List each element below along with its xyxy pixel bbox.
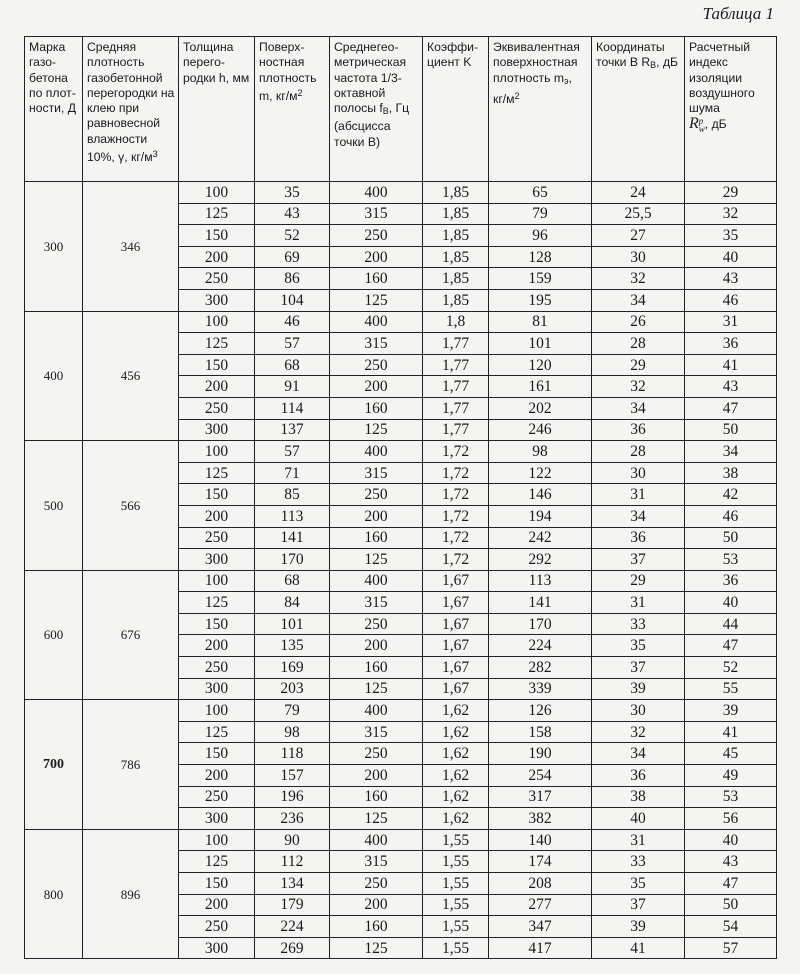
mark-cell: 500 <box>25 441 83 571</box>
surface-density-cell: 169 <box>255 657 330 679</box>
point-b-cell: 36 <box>592 527 685 549</box>
coefficient-cell: 1,72 <box>423 441 489 463</box>
equiv-density-cell: 339 <box>489 678 592 700</box>
table-row <box>25 700 777 722</box>
frequency-cell: 125 <box>330 419 423 441</box>
rw-index-cell: 53 <box>685 549 777 571</box>
coefficient-cell: 1,67 <box>423 570 489 592</box>
surface-density-cell: 85 <box>255 484 330 506</box>
thickness-cell: 300 <box>179 549 255 571</box>
mark-cell: 700 <box>25 700 83 830</box>
coefficient-cell: 1,85 <box>423 268 489 290</box>
rw-index-cell: 50 <box>685 894 777 916</box>
table-caption: Таблица 1 <box>702 4 774 23</box>
frequency-cell: 250 <box>330 743 423 765</box>
table-body <box>25 182 777 959</box>
rw-index-cell: 32 <box>685 203 777 225</box>
frequency-cell: 315 <box>330 592 423 614</box>
equiv-density-cell: 120 <box>489 354 592 376</box>
avg-density-cell: 566 <box>83 441 179 571</box>
rw-index-cell: 41 <box>685 721 777 743</box>
thickness-cell: 250 <box>179 916 255 938</box>
thickness-cell: 100 <box>179 311 255 333</box>
table-row <box>25 441 777 463</box>
data-table <box>24 36 777 959</box>
point-b-cell: 33 <box>592 613 685 635</box>
equiv-density-cell: 113 <box>489 570 592 592</box>
rw-index-cell: 43 <box>685 268 777 290</box>
frequency-cell: 160 <box>330 657 423 679</box>
thickness-cell: 150 <box>179 225 255 247</box>
header-avg-density: Средняя плотность газобетонной перегородки на клею при равновесной влажности 10%, γ, $кг/м^3$ <box>83 37 179 182</box>
surface-density-cell: 141 <box>255 527 330 549</box>
table-row <box>25 311 777 333</box>
point-b-cell: 32 <box>592 721 685 743</box>
surface-density-cell: 137 <box>255 419 330 441</box>
rw-index-cell: 38 <box>685 462 777 484</box>
thickness-cell: 125 <box>179 203 255 225</box>
frequency-cell: 250 <box>330 225 423 247</box>
equiv-density-cell: 382 <box>489 808 592 830</box>
equiv-density-cell: 128 <box>489 246 592 268</box>
frequency-cell: 200 <box>330 246 423 268</box>
point-b-cell: 38 <box>592 786 685 808</box>
surface-density-cell: 224 <box>255 916 330 938</box>
coefficient-cell: 1,85 <box>423 182 489 204</box>
equiv-density-cell: 65 <box>489 182 592 204</box>
point-b-cell: 37 <box>592 549 685 571</box>
frequency-cell: 315 <box>330 851 423 873</box>
frequency-cell: 315 <box>330 203 423 225</box>
coefficient-cell: 1,72 <box>423 527 489 549</box>
thickness-cell: 300 <box>179 419 255 441</box>
header-frequency: Среднегео-метрическая частота 1/3-октавной полосы $f_B$, Гц (абсцисса точки В) <box>330 37 423 182</box>
equiv-density-cell: 317 <box>489 786 592 808</box>
equiv-density-cell: 122 <box>489 462 592 484</box>
coefficient-cell: 1,85 <box>423 246 489 268</box>
header-surface-density: Поверх-ностная плотность m, $кг/м^2$ <box>255 37 330 182</box>
thickness-cell: 100 <box>179 182 255 204</box>
frequency-cell: 160 <box>330 786 423 808</box>
point-b-cell: 30 <box>592 700 685 722</box>
coefficient-cell: 1,72 <box>423 484 489 506</box>
equiv-density-cell: 141 <box>489 592 592 614</box>
frequency-cell: 125 <box>330 289 423 311</box>
frequency-cell: 125 <box>330 549 423 571</box>
surface-density-cell: 57 <box>255 333 330 355</box>
equiv-density-cell: 242 <box>489 527 592 549</box>
point-b-cell: 40 <box>592 808 685 830</box>
thickness-cell: 125 <box>179 333 255 355</box>
coefficient-cell: 1,85 <box>423 225 489 247</box>
coefficient-cell: 1,77 <box>423 333 489 355</box>
surface-density-cell: 269 <box>255 937 330 959</box>
point-b-cell: 33 <box>592 851 685 873</box>
header-thickness: Толщина перего-родки h, мм <box>179 37 255 182</box>
rw-index-cell: 45 <box>685 743 777 765</box>
surface-density-cell: 203 <box>255 678 330 700</box>
rw-index-cell: 56 <box>685 808 777 830</box>
equiv-density-cell: 246 <box>489 419 592 441</box>
equiv-density-cell: 81 <box>489 311 592 333</box>
header-rw-index: Расчетный индекс изоляции воздушного шума Rp w, дБ <box>685 37 777 182</box>
point-b-cell: 30 <box>592 246 685 268</box>
point-b-cell: 24 <box>592 182 685 204</box>
frequency-cell: 160 <box>330 916 423 938</box>
point-b-cell: 29 <box>592 354 685 376</box>
surface-density-cell: 69 <box>255 246 330 268</box>
mark-cell: 800 <box>25 829 83 959</box>
point-b-cell: 34 <box>592 743 685 765</box>
rw-index-cell: 52 <box>685 657 777 679</box>
thickness-cell: 100 <box>179 700 255 722</box>
coefficient-cell: 1,55 <box>423 916 489 938</box>
equiv-density-cell: 277 <box>489 894 592 916</box>
coefficient-cell: 1,77 <box>423 397 489 419</box>
frequency-cell: 250 <box>330 873 423 895</box>
avg-density-cell: 896 <box>83 829 179 959</box>
header-mark: Марка газо-бетона по плот-ности, Д <box>25 37 83 182</box>
equiv-density-cell: 254 <box>489 765 592 787</box>
avg-density-cell: 456 <box>83 311 179 441</box>
rw-index-cell: 35 <box>685 225 777 247</box>
table-row <box>25 829 777 851</box>
frequency-cell: 160 <box>330 397 423 419</box>
equiv-density-cell: 224 <box>489 635 592 657</box>
frequency-cell: 250 <box>330 354 423 376</box>
thickness-cell: 150 <box>179 613 255 635</box>
rw-index-cell: 54 <box>685 916 777 938</box>
surface-density-cell: 35 <box>255 182 330 204</box>
rw-index-cell: 40 <box>685 592 777 614</box>
mark-cell: 600 <box>25 570 83 700</box>
coefficient-cell: 1,62 <box>423 808 489 830</box>
coefficient-cell: 1,67 <box>423 657 489 679</box>
point-b-cell: 34 <box>592 397 685 419</box>
thickness-cell: 300 <box>179 678 255 700</box>
frequency-cell: 125 <box>330 808 423 830</box>
coefficient-cell: 1,72 <box>423 549 489 571</box>
coefficient-cell: 1,62 <box>423 786 489 808</box>
avg-density-cell: 786 <box>83 700 179 830</box>
surface-density-cell: 104 <box>255 289 330 311</box>
thickness-cell: 300 <box>179 289 255 311</box>
rw-index-cell: 53 <box>685 786 777 808</box>
coefficient-cell: 1,67 <box>423 678 489 700</box>
rw-index-cell: 50 <box>685 527 777 549</box>
rw-index-cell: 29 <box>685 182 777 204</box>
equiv-density-cell: 282 <box>489 657 592 679</box>
rw-index-cell: 47 <box>685 635 777 657</box>
frequency-cell: 160 <box>330 268 423 290</box>
coefficient-cell: 1,62 <box>423 743 489 765</box>
equiv-density-cell: 158 <box>489 721 592 743</box>
surface-density-cell: 112 <box>255 851 330 873</box>
point-b-cell: 28 <box>592 333 685 355</box>
point-b-cell: 26 <box>592 311 685 333</box>
rw-index-cell: 47 <box>685 397 777 419</box>
coefficient-cell: 1,77 <box>423 376 489 398</box>
frequency-cell: 160 <box>330 527 423 549</box>
coefficient-cell: 1,55 <box>423 851 489 873</box>
rw-index-cell: 46 <box>685 505 777 527</box>
thickness-cell: 150 <box>179 743 255 765</box>
point-b-cell: 35 <box>592 873 685 895</box>
coefficient-cell: 1,67 <box>423 592 489 614</box>
frequency-cell: 125 <box>330 678 423 700</box>
thickness-cell: 200 <box>179 635 255 657</box>
coefficient-cell: 1,62 <box>423 765 489 787</box>
frequency-cell: 400 <box>330 311 423 333</box>
rw-index-cell: 39 <box>685 700 777 722</box>
rw-index-cell: 43 <box>685 376 777 398</box>
thickness-cell: 250 <box>179 657 255 679</box>
coefficient-cell: 1,55 <box>423 829 489 851</box>
coefficient-cell: 1,67 <box>423 613 489 635</box>
thickness-cell: 250 <box>179 786 255 808</box>
surface-density-cell: 68 <box>255 354 330 376</box>
equiv-density-cell: 347 <box>489 916 592 938</box>
coefficient-cell: 1,62 <box>423 721 489 743</box>
thickness-cell: 300 <box>179 937 255 959</box>
surface-density-cell: 118 <box>255 743 330 765</box>
surface-density-cell: 170 <box>255 549 330 571</box>
thickness-cell: 150 <box>179 873 255 895</box>
equiv-density-cell: 174 <box>489 851 592 873</box>
surface-density-cell: 196 <box>255 786 330 808</box>
thickness-cell: 200 <box>179 376 255 398</box>
point-b-cell: 34 <box>592 289 685 311</box>
thickness-cell: 100 <box>179 829 255 851</box>
point-b-cell: 28 <box>592 441 685 463</box>
equiv-density-cell: 98 <box>489 441 592 463</box>
point-b-cell: 31 <box>592 592 685 614</box>
equiv-density-cell: 146 <box>489 484 592 506</box>
thickness-cell: 200 <box>179 894 255 916</box>
table-row <box>25 182 777 204</box>
rw-index-cell: 50 <box>685 419 777 441</box>
rw-index-cell: 31 <box>685 311 777 333</box>
point-b-cell: 36 <box>592 419 685 441</box>
surface-density-cell: 46 <box>255 311 330 333</box>
frequency-cell: 400 <box>330 829 423 851</box>
thickness-cell: 100 <box>179 570 255 592</box>
coefficient-cell: 1,72 <box>423 462 489 484</box>
frequency-cell: 200 <box>330 635 423 657</box>
avg-density-cell: 346 <box>83 182 179 312</box>
surface-density-cell: 113 <box>255 505 330 527</box>
rw-index-cell: 36 <box>685 570 777 592</box>
surface-density-cell: 52 <box>255 225 330 247</box>
point-b-cell: 31 <box>592 829 685 851</box>
point-b-cell: 37 <box>592 657 685 679</box>
equiv-density-cell: 170 <box>489 613 592 635</box>
point-b-cell: 31 <box>592 484 685 506</box>
surface-density-cell: 57 <box>255 441 330 463</box>
rw-index-cell: 40 <box>685 829 777 851</box>
header-equiv-density: Эквивалентная поверхностная плотность $m_э$, $кг/м^2$ <box>489 37 592 182</box>
point-b-cell: 36 <box>592 765 685 787</box>
rw-index-cell: 36 <box>685 333 777 355</box>
frequency-cell: 400 <box>330 700 423 722</box>
rw-index-cell: 42 <box>685 484 777 506</box>
frequency-cell: 400 <box>330 441 423 463</box>
coefficient-cell: 1,72 <box>423 505 489 527</box>
thickness-cell: 250 <box>179 268 255 290</box>
surface-density-cell: 98 <box>255 721 330 743</box>
equiv-density-cell: 292 <box>489 549 592 571</box>
surface-density-cell: 236 <box>255 808 330 830</box>
header-row <box>25 37 777 182</box>
frequency-cell: 315 <box>330 333 423 355</box>
equiv-density-cell: 140 <box>489 829 592 851</box>
equiv-density-cell: 101 <box>489 333 592 355</box>
rw-index-cell: 49 <box>685 765 777 787</box>
equiv-density-cell: 190 <box>489 743 592 765</box>
coefficient-cell: 1,62 <box>423 700 489 722</box>
coefficient-cell: 1,55 <box>423 937 489 959</box>
thickness-cell: 300 <box>179 808 255 830</box>
rw-index-cell: 34 <box>685 441 777 463</box>
equiv-density-cell: 159 <box>489 268 592 290</box>
frequency-cell: 125 <box>330 937 423 959</box>
surface-density-cell: 179 <box>255 894 330 916</box>
surface-density-cell: 79 <box>255 700 330 722</box>
thickness-cell: 200 <box>179 246 255 268</box>
equiv-density-cell: 79 <box>489 203 592 225</box>
surface-density-cell: 157 <box>255 765 330 787</box>
frequency-cell: 250 <box>330 484 423 506</box>
surface-density-cell: 91 <box>255 376 330 398</box>
point-b-cell: 32 <box>592 376 685 398</box>
thickness-cell: 200 <box>179 505 255 527</box>
coefficient-cell: 1,85 <box>423 203 489 225</box>
surface-density-cell: 134 <box>255 873 330 895</box>
equiv-density-cell: 194 <box>489 505 592 527</box>
frequency-cell: 200 <box>330 376 423 398</box>
rw-index-cell: 41 <box>685 354 777 376</box>
rw-index-cell: 57 <box>685 937 777 959</box>
equiv-density-cell: 126 <box>489 700 592 722</box>
table-row <box>25 570 777 592</box>
point-b-cell: 39 <box>592 916 685 938</box>
coefficient-cell: 1,77 <box>423 354 489 376</box>
thickness-cell: 125 <box>179 462 255 484</box>
thickness-cell: 150 <box>179 484 255 506</box>
avg-density-cell: 676 <box>83 570 179 700</box>
surface-density-cell: 90 <box>255 829 330 851</box>
rw-index-cell: 47 <box>685 873 777 895</box>
coefficient-cell: 1,8 <box>423 311 489 333</box>
surface-density-cell: 84 <box>255 592 330 614</box>
frequency-cell: 400 <box>330 182 423 204</box>
frequency-cell: 400 <box>330 570 423 592</box>
frequency-cell: 315 <box>330 721 423 743</box>
surface-density-cell: 86 <box>255 268 330 290</box>
coefficient-cell: 1,55 <box>423 894 489 916</box>
point-b-cell: 41 <box>592 937 685 959</box>
rw-index-cell: 46 <box>685 289 777 311</box>
point-b-cell: 37 <box>592 894 685 916</box>
surface-density-cell: 71 <box>255 462 330 484</box>
coefficient-cell: 1,55 <box>423 873 489 895</box>
thickness-cell: 250 <box>179 527 255 549</box>
thickness-cell: 125 <box>179 721 255 743</box>
surface-density-cell: 43 <box>255 203 330 225</box>
mark-cell: 300 <box>25 182 83 312</box>
equiv-density-cell: 208 <box>489 873 592 895</box>
equiv-density-cell: 96 <box>489 225 592 247</box>
thickness-cell: 250 <box>179 397 255 419</box>
surface-density-cell: 68 <box>255 570 330 592</box>
point-b-cell: 30 <box>592 462 685 484</box>
coefficient-cell: 1,85 <box>423 289 489 311</box>
coefficient-cell: 1,67 <box>423 635 489 657</box>
point-b-cell: 35 <box>592 635 685 657</box>
surface-density-cell: 114 <box>255 397 330 419</box>
header-coefficient: Коэффи-циент K <box>423 37 489 182</box>
surface-density-cell: 101 <box>255 613 330 635</box>
point-b-cell: 32 <box>592 268 685 290</box>
coefficient-cell: 1,77 <box>423 419 489 441</box>
equiv-density-cell: 202 <box>489 397 592 419</box>
frequency-cell: 250 <box>330 613 423 635</box>
rw-index-cell: 55 <box>685 678 777 700</box>
thickness-cell: 200 <box>179 765 255 787</box>
thickness-cell: 125 <box>179 592 255 614</box>
point-b-cell: 34 <box>592 505 685 527</box>
thickness-cell: 100 <box>179 441 255 463</box>
rw-index-cell: 43 <box>685 851 777 873</box>
rw-index-cell: 40 <box>685 246 777 268</box>
header-point-b: Координаты точки B $R_B$, дБ <box>592 37 685 182</box>
rw-index-cell: 44 <box>685 613 777 635</box>
point-b-cell: 29 <box>592 570 685 592</box>
point-b-cell: 27 <box>592 225 685 247</box>
mark-cell: 400 <box>25 311 83 441</box>
thickness-cell: 150 <box>179 354 255 376</box>
frequency-cell: 200 <box>330 894 423 916</box>
equiv-density-cell: 161 <box>489 376 592 398</box>
frequency-cell: 200 <box>330 765 423 787</box>
thickness-cell: 125 <box>179 851 255 873</box>
frequency-cell: 200 <box>330 505 423 527</box>
surface-density-cell: 135 <box>255 635 330 657</box>
point-b-cell: 25,5 <box>592 203 685 225</box>
frequency-cell: 315 <box>330 462 423 484</box>
equiv-density-cell: 417 <box>489 937 592 959</box>
point-b-cell: 39 <box>592 678 685 700</box>
equiv-density-cell: 195 <box>489 289 592 311</box>
